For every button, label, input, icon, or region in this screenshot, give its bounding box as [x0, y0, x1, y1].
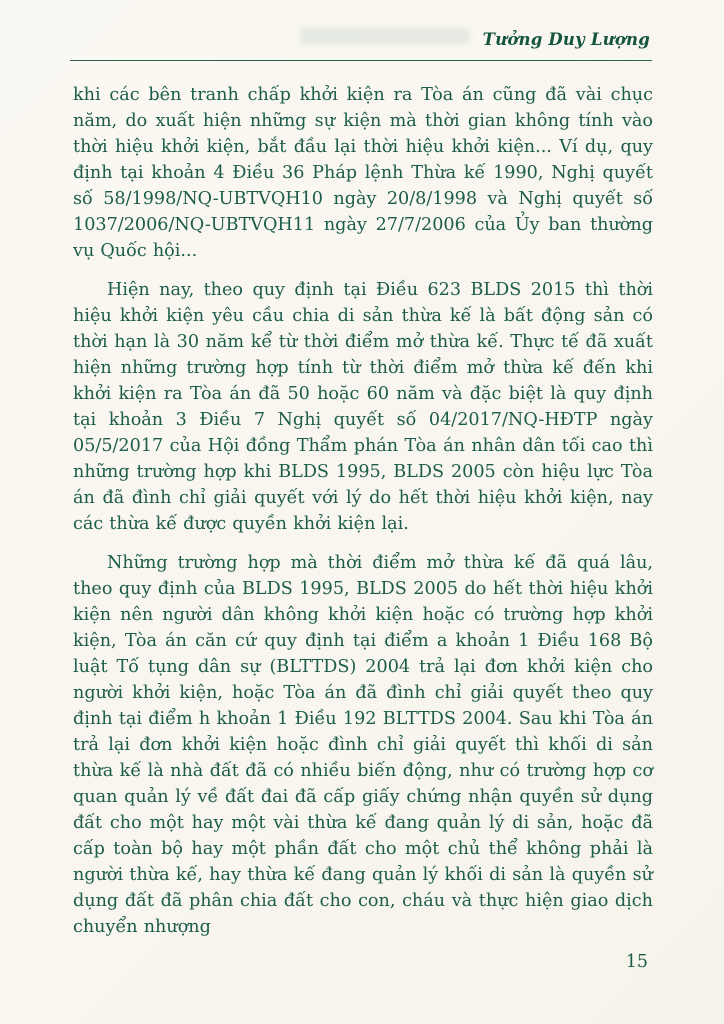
- paragraph-continued: khi các bên tranh chấp khởi kiện ra Tòa án cũng đã vài chục năm, do xuất hiện những sự kiện mà thời gian không tính vào thời hiệu khởi kiện, bắt đầu lại thời hiệu khởi kiện... Ví dụ, quy định tại khoản 4 Điều 36 Pháp lệnh Thừa kế 1990, Nghị quyết số 58/1998/NQ-UBTVQH10 ngày 20/8/1998 và Nghị quyết số 1037/2006/NQ-UBTVQH11 ngày 27/7/2006 của Ủy ban thường vụ Quốc hội...: [73, 85, 653, 261]
- running-head-author: Tưởng Duy Lượng: [482, 30, 650, 49]
- page-number: 15: [625, 952, 648, 972]
- paragraph: Những trường hợp mà thời điểm mở thừa kế đã quá lâu, theo quy định của BLDS 1995, BLDS 2005 do hết thời hiệu khởi kiện nên người dân không khởi kiện hoặc có trường hợp khởi kiện, Tòa án căn cứ quy định tại điểm a khoản 1 Điều 168 Bộ luật Tố tụng dân sự (BLTTDS) 2004 trả lại đơn khởi kiện cho người khởi kiện, hoặc Tòa án đã đình chỉ giải quyết theo quy định tại điểm h khoản 1 Điều 192 BLTTDS 2004. Sau khi Tòa án trả lại đơn khởi kiện hoặc đình chỉ giải quyết thì khối di sản thừa kế là nhà đất đã có nhiều biến động, như có trường hợp cơ quan quản lý về đất đai đã cấp giấy chứng nhận quyền sử dụng đất cho một hay một vài thừa kế đang quản lý di sản, hoặc đã cấp toàn bộ hay một phần đất cho một chủ thể không phải là người thừa kế, hay thừa kế đang quản lý khối di sản là quyền sử dụng đất đã phân chia đất cho con, cháu và thực hiện giao dịch chuyển nhượng: [73, 553, 653, 937]
- header-rule: [70, 60, 652, 61]
- paragraph: Hiện nay, theo quy định tại Điều 623 BLDS 2015 thì thời hiệu khởi kiện yêu cầu chia di sản thừa kế là bất động sản có thời hạn là 30 năm kể từ thời điểm mở thừa kế. Thực tế đã xuất hiện những trường hợp tính từ thời điểm mở thừa kế đến khi khởi kiện ra Tòa án đã 50 hoặc 60 năm và đặc biệt là quy định tại khoản 3 Điều 7 Nghị quyết số 04/2017/NQ-HĐTP ngày 05/5/2017 của Hội đồng Thẩm phán Tòa án nhân dân tối cao thì những trường hợp khi BLDS 1995, BLDS 2005 còn hiệu lực Tòa án đã đình chỉ giải quyết với lý do hết thời hiệu khởi kiện, nay các thừa kế được quyền khởi kiện lại.: [73, 280, 653, 534]
- page-body: [73, 82, 653, 953]
